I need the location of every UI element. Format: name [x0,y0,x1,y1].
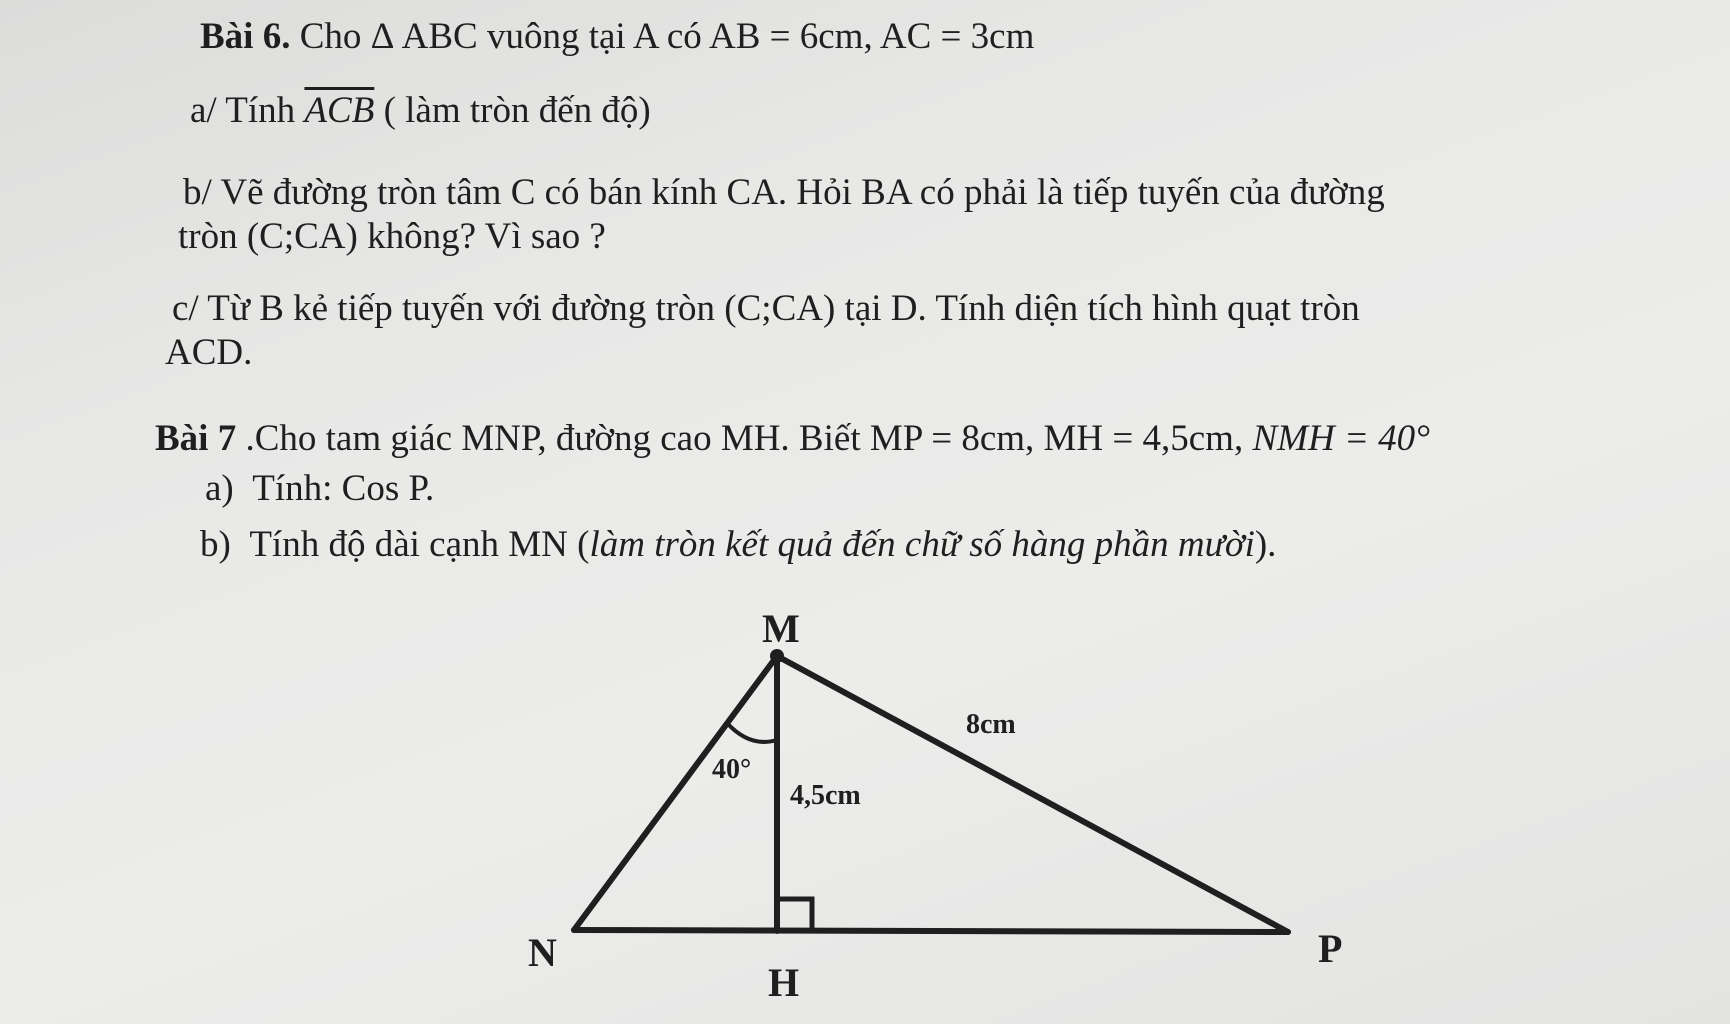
bai7-intro: .Cho tam giác MNP, đường cao MH. Biết MP = 8cm, MH = 4,5cm, [236,418,1253,459]
label-H: H [768,960,800,1005]
label-angle-40: 40° [712,754,752,785]
bai7-a-text: Tính: Cos P. [252,468,435,509]
bai7-b-label: b) [200,524,231,565]
side-NP [574,930,1288,932]
vertex-M-dot [770,649,784,663]
right-angle-marker [777,899,812,931]
bai6-a-suffix: ( làm tròn đến độ) [374,90,651,131]
bai6-intro: Cho Δ ABC vuông tại A có [290,16,709,57]
bai6-given: AB = 6cm, AC = 3cm [708,16,1035,57]
bai6-c-text-1: c/ Từ B kẻ tiếp tuyến với đường tròn (C;CA) tại D. Tính diện tích hình quạt tròn [172,288,1360,329]
bai7-b-text: Tính độ dài cạnh MN ( [249,524,590,565]
bai7-angle-expr: NMH = 40° [1252,418,1430,459]
bai6-b-text-1: b/ Vẽ đường tròn tâm C có bán kính CA. Hỏi BA có phải là tiếp tuyến của đường [183,172,1385,213]
label-P: P [1318,926,1343,971]
bai7-b-end: ). [1254,524,1277,565]
bai7-a-label: a) [205,468,234,509]
bai6-title: Bài 6. [200,16,291,57]
angle-arc-NMH [727,723,777,742]
bai6-a-prefix: a/ Tính [190,90,305,131]
side-MN [574,656,777,930]
label-N: N [528,930,557,975]
label-M: M [762,606,800,651]
bai7-b-italic: làm tròn kết quả đến chữ số hàng phần mười [589,524,1255,565]
bai6-c-text-2: ACD. [165,332,253,373]
bai6-a-angle: $\overline{ACB}$ [304,90,375,131]
label-MH-length: 4,5cm [790,780,861,811]
bai6-b-text-2: tròn (C;CA) không? Vì sao ? [178,216,606,257]
label-MP-length: 8cm [966,709,1016,740]
bai7-title: Bài 7 [155,418,237,459]
